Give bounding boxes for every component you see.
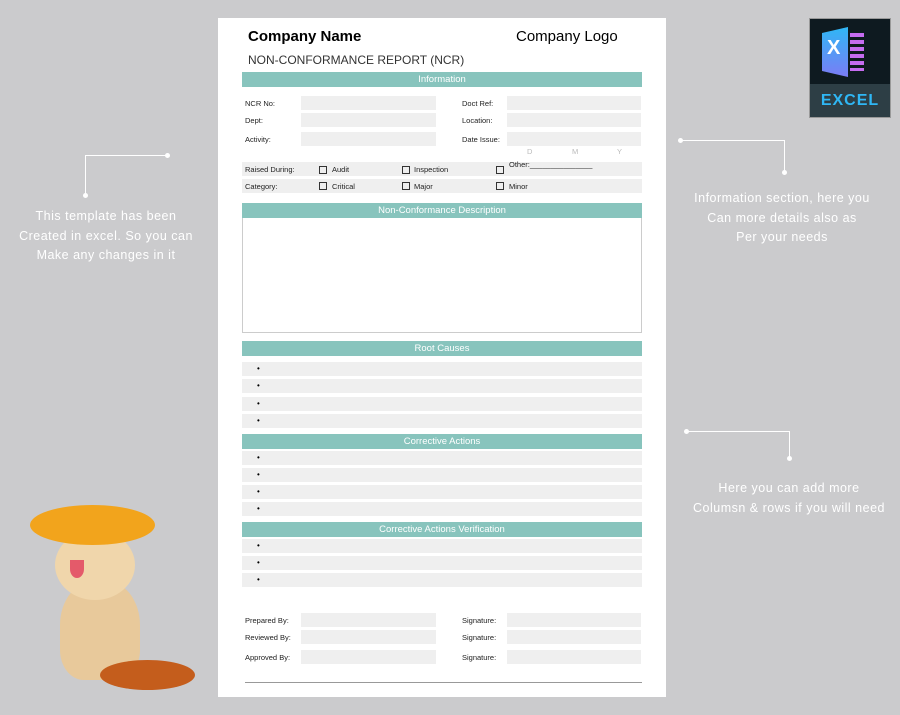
note-right-bottom: Here you can add more Columsn & rows if you will need [693, 481, 885, 515]
info-input[interactable] [507, 132, 641, 146]
list-item[interactable] [242, 573, 642, 587]
info-label: NCR No: [245, 99, 276, 108]
description-textarea[interactable] [242, 218, 642, 333]
company-logo-placeholder: Company Logo [516, 28, 618, 45]
excel-label: EXCEL [810, 84, 890, 117]
report-title: NON-CONFORMANCE REPORT (NCR) [248, 53, 465, 67]
category-row [242, 179, 642, 193]
signature-input[interactable] [507, 650, 641, 664]
signature-input[interactable] [507, 613, 641, 627]
list-item[interactable] [242, 556, 642, 570]
puppy-image [30, 500, 200, 700]
signature-label: Signature: [462, 616, 497, 625]
section-description: Non-Conformance Description [242, 203, 642, 218]
info-input[interactable] [507, 96, 641, 110]
major-label: Major [414, 182, 433, 191]
category-label: Category: [245, 182, 278, 191]
list-item[interactable] [242, 468, 642, 482]
signoff-label: Reviewed By: [245, 633, 291, 642]
other-label[interactable]: Other:_______________ [509, 160, 593, 169]
date-day: D [527, 147, 533, 156]
bullet: • [257, 541, 260, 550]
section-information: Information [242, 72, 642, 87]
section-verification: Corrective Actions Verification [242, 522, 642, 537]
audit-label: Audit [332, 165, 350, 174]
critical-checkbox[interactable] [319, 182, 327, 190]
excel-letter: X [827, 37, 841, 59]
critical-label: Critical [332, 182, 355, 191]
other-checkbox[interactable] [496, 166, 504, 174]
minor-checkbox[interactable] [496, 182, 504, 190]
bullet: • [257, 381, 260, 390]
company-name: Company Name [248, 28, 362, 45]
bullet: • [257, 504, 260, 513]
bottom-divider [245, 682, 642, 683]
inspection-label: Inspection [414, 165, 449, 174]
major-checkbox[interactable] [402, 182, 410, 190]
list-item[interactable] [242, 451, 642, 465]
raised-during-row [242, 162, 642, 176]
signature-input[interactable] [507, 630, 641, 644]
info-label: Dept: [245, 116, 263, 125]
list-item[interactable] [242, 502, 642, 516]
signoff-input[interactable] [301, 630, 436, 644]
signature-label: Signature: [462, 633, 497, 642]
bullet: • [257, 558, 260, 567]
date-month: M [572, 147, 579, 156]
signature-label: Signature: [462, 653, 497, 662]
signoff-input[interactable] [301, 650, 436, 664]
list-item[interactable] [242, 397, 642, 411]
info-input[interactable] [301, 113, 436, 127]
list-item[interactable] [242, 414, 642, 428]
note-right-top: Information section, here you Can more details also as Per your needs [694, 191, 870, 244]
bullet: • [257, 416, 260, 425]
list-item[interactable] [242, 539, 642, 553]
info-label: Doct Ref: [462, 99, 494, 108]
list-item[interactable] [242, 379, 642, 393]
bullet: • [257, 487, 260, 496]
info-label: Date Issue: [462, 135, 500, 144]
audit-checkbox[interactable] [319, 166, 327, 174]
info-label: Activity: [245, 135, 271, 144]
bullet: • [257, 453, 260, 462]
excel-lines-icon [850, 33, 864, 71]
info-input[interactable] [507, 113, 641, 127]
info-input[interactable] [301, 96, 436, 110]
bullet: • [257, 470, 260, 479]
signoff-label: Prepared By: [245, 616, 289, 625]
note-left: This template has been Created in excel. So you can Make any changes in it [19, 209, 193, 262]
inspection-checkbox[interactable] [402, 166, 410, 174]
list-item[interactable] [242, 362, 642, 376]
signoff-input[interactable] [301, 613, 436, 627]
raised-during-label: Raised During: [245, 165, 295, 174]
bullet: • [257, 575, 260, 584]
signoff-label: Approved By: [245, 653, 291, 662]
info-label: Location: [462, 116, 493, 125]
excel-badge [809, 18, 891, 118]
info-input[interactable] [301, 132, 436, 146]
section-corrective-actions: Corrective Actions [242, 434, 642, 449]
date-year: Y [617, 147, 623, 156]
minor-label: Minor [509, 182, 528, 191]
bullet: • [257, 364, 260, 373]
list-item[interactable] [242, 485, 642, 499]
section-root-causes: Root Causes [242, 341, 642, 356]
bullet: • [257, 399, 260, 408]
